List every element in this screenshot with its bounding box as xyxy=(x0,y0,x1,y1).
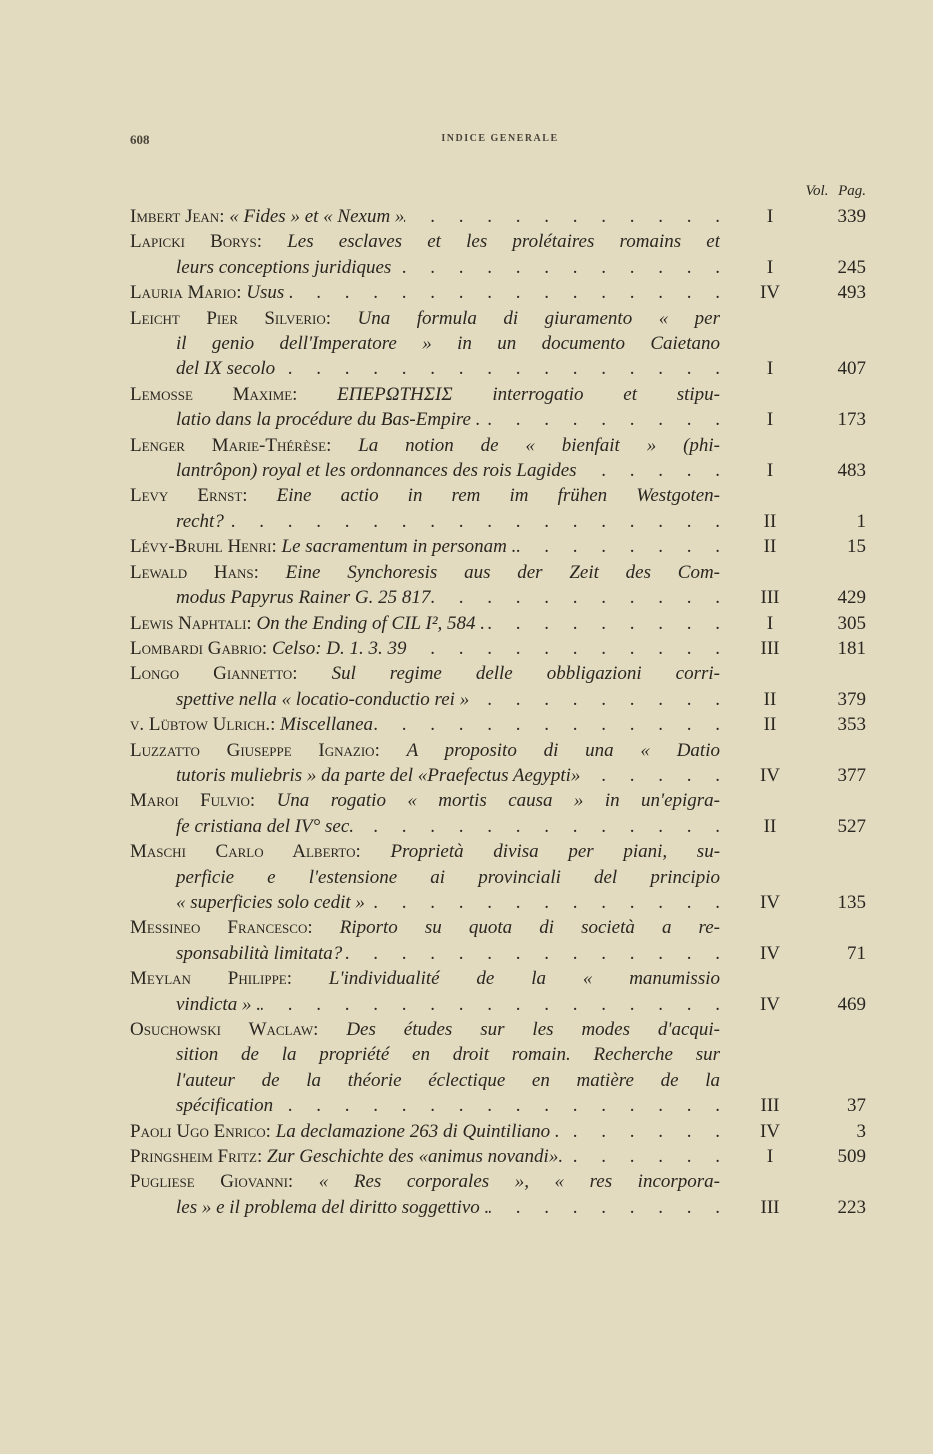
entry-title: L'individualité de la « manumissio xyxy=(328,968,720,990)
entry-author: Osuchowski Waclaw: xyxy=(130,1019,319,1040)
column-header-pag: Pag. xyxy=(838,183,866,199)
entry-line xyxy=(130,763,866,788)
entry-page: 71 xyxy=(847,942,866,964)
entry-title: Celso: D. 1. 3. 39 xyxy=(271,637,407,659)
entry-title: Sul regime delle obbligazioni corri- xyxy=(331,663,720,685)
entry-text-run xyxy=(130,1019,720,1040)
dot-leader xyxy=(485,611,720,636)
entry-page: 223 xyxy=(837,1196,866,1218)
entry-text-run xyxy=(130,917,720,938)
entry-text-run xyxy=(176,458,577,483)
running-head: INDICE GENERALE xyxy=(441,133,559,144)
entry-author: Levy Ernst: xyxy=(130,485,248,507)
entry-line xyxy=(130,915,866,940)
entry-title: Una formula di giuramento « per xyxy=(357,307,720,329)
entry-author: Longo Giannetto: xyxy=(130,663,298,685)
entry-title: Les esclaves et les prolétaires romains et xyxy=(287,231,720,253)
entry-title: perficie e l'estensione ai provinciali del principio xyxy=(176,866,720,888)
entry-text xyxy=(130,890,720,915)
entry-text-run xyxy=(176,255,391,280)
index-entry xyxy=(130,1144,866,1169)
entry-text-run xyxy=(130,968,720,989)
entry-line xyxy=(130,1195,866,1220)
entry-text xyxy=(130,1093,720,1118)
entry-volume: II xyxy=(763,714,777,736)
entry-volume: I xyxy=(766,460,774,482)
index-entry xyxy=(130,966,866,1017)
entry-line xyxy=(130,280,866,305)
dot-leader xyxy=(407,636,720,661)
dot-leader xyxy=(273,1093,720,1118)
index-entry xyxy=(130,738,866,789)
index-entry xyxy=(130,280,866,305)
entry-line xyxy=(130,1119,866,1144)
entry-text-run xyxy=(130,534,516,559)
entry-text-run xyxy=(130,636,407,661)
entry-title: La declamazione 263 di Quintiliano . xyxy=(275,1120,560,1142)
entry-text-run xyxy=(130,384,720,405)
dot-leader xyxy=(516,534,720,559)
entry-text xyxy=(130,483,720,508)
entry-line xyxy=(130,458,866,483)
entry-line xyxy=(130,306,866,331)
entry-title: Miscellanea xyxy=(280,714,374,736)
entry-text-run xyxy=(130,1171,720,1192)
entry-title: leurs conceptions juridiques xyxy=(176,256,392,278)
entry-line xyxy=(130,611,866,636)
entry-author: Messineo Francesco: xyxy=(130,917,313,939)
entry-volume: IV xyxy=(759,282,781,304)
index-entry xyxy=(130,560,866,611)
entry-volume: II xyxy=(763,688,777,710)
entry-title: lantrôpon) royal et les ordonnances des rois Lagides xyxy=(176,460,577,482)
entry-line xyxy=(130,661,866,686)
dot-leader xyxy=(294,280,720,305)
entry-line xyxy=(130,585,866,610)
entry-text-run xyxy=(130,204,404,229)
entry-volume: IV xyxy=(759,942,781,964)
entry-volume: IV xyxy=(759,1120,781,1142)
entry-text xyxy=(130,661,720,686)
dot-leader xyxy=(224,509,720,534)
entry-volume: II xyxy=(763,536,777,558)
entry-volume: III xyxy=(760,637,780,659)
dot-leader xyxy=(275,356,720,381)
entry-author: Maschi Carlo Alberto: xyxy=(130,841,361,863)
dot-leader xyxy=(577,458,720,483)
entry-author: Pringsheim Fritz: xyxy=(130,1146,263,1168)
entry-line xyxy=(130,1093,866,1118)
index-entry xyxy=(130,712,866,737)
entry-text-run xyxy=(130,790,720,811)
entry-line xyxy=(130,560,866,585)
entry-title: Eine Synchoresis aus der Zeit des Com- xyxy=(285,561,720,583)
entry-line xyxy=(130,1017,866,1042)
entry-title: les » e il problema del diritto soggettivo . xyxy=(176,1196,490,1218)
index-entry xyxy=(130,839,866,915)
entry-text-run xyxy=(130,435,720,456)
entry-line xyxy=(130,1144,866,1169)
entry-line xyxy=(130,839,866,864)
entry-page: 527 xyxy=(837,815,866,837)
entry-line xyxy=(130,738,866,763)
entry-page: 3 xyxy=(856,1120,866,1142)
entry-text xyxy=(130,1169,720,1194)
entry-title: spettive nella « locatio-conductio rei » xyxy=(176,688,470,710)
entry-line xyxy=(130,356,866,381)
entry-text-run xyxy=(176,407,481,432)
entry-text xyxy=(130,687,720,712)
entry-volume: I xyxy=(766,206,774,227)
entry-text-run xyxy=(176,509,224,534)
entry-text-run xyxy=(176,356,275,381)
entry-line xyxy=(130,966,866,991)
page-number: 608 xyxy=(130,132,150,147)
index-entry xyxy=(130,1119,866,1144)
entry-text xyxy=(130,433,720,458)
entry-title: « Res corporales », « res incorpora- xyxy=(318,1171,720,1193)
index-entry xyxy=(130,661,866,712)
entry-text-run xyxy=(130,280,294,305)
entry-text xyxy=(130,1195,720,1220)
column-header-vol: Vol. xyxy=(805,183,829,199)
entry-author: Leicht Pier Silverio: xyxy=(130,307,331,329)
entry-text-run xyxy=(130,1119,560,1144)
index-entry xyxy=(130,788,866,839)
index-list xyxy=(130,204,866,1220)
entry-author: Maroi Fulvio: xyxy=(130,790,256,812)
entry-text-run xyxy=(176,687,469,712)
entry-text xyxy=(130,534,720,559)
index-entry xyxy=(130,306,866,382)
index-entry xyxy=(130,204,866,229)
entry-title: La notion de « bienfait » (phi- xyxy=(358,434,720,456)
dot-leader xyxy=(404,204,720,229)
entry-title: il genio dell'Imperatore » in un documento Caietano xyxy=(176,333,720,355)
entry-line xyxy=(130,636,866,661)
entry-text-run xyxy=(130,231,720,252)
entry-author: Lapicki Borys: xyxy=(130,231,263,253)
entry-volume: I xyxy=(766,358,774,380)
entry-page: 245 xyxy=(837,256,866,278)
entry-text xyxy=(130,763,720,788)
entry-page: 181 xyxy=(837,637,866,659)
entry-title: fe cristiana del IV° sec. xyxy=(176,815,355,837)
entry-title: On the Ending of CIL I², 584 . xyxy=(256,612,486,634)
entry-volume: I xyxy=(766,1146,774,1168)
dot-leader xyxy=(481,407,721,432)
entry-text xyxy=(130,611,720,636)
entry-volume: I xyxy=(766,612,774,634)
entry-title: spécification xyxy=(176,1095,274,1117)
entry-text-run xyxy=(176,585,430,610)
entry-title: Des études sur les modes d'acqui- xyxy=(346,1019,720,1040)
entry-author: Imbert Jean: xyxy=(130,206,225,227)
entry-title: sition de la propriété en droit romain. Recherche sur xyxy=(176,1044,720,1066)
entry-line xyxy=(130,483,866,508)
entry-text-run xyxy=(176,1093,273,1118)
entry-author: Luzzatto Giuseppe Ignazio: xyxy=(130,739,380,761)
entry-author: Meylan Philippe: xyxy=(130,968,293,990)
entry-title: modus Papyrus Rainer G. 25 817 xyxy=(176,587,431,609)
entry-text-run xyxy=(130,1144,563,1169)
entry-title: « Fides » et « Nexum » xyxy=(229,206,405,227)
entry-volume: I xyxy=(766,256,774,278)
entry-text-run xyxy=(176,1070,720,1091)
entry-author: Lemosse Maxime: xyxy=(130,383,298,405)
index-entry xyxy=(130,382,866,433)
entry-author: Lewald Hans: xyxy=(130,561,259,583)
entry-author: Lenger Marie-Thérèse: xyxy=(130,434,332,456)
entry-title: Proprietà divisa per piani, su- xyxy=(390,841,720,863)
entry-text xyxy=(130,280,720,305)
entry-text xyxy=(130,712,720,737)
entry-text-run xyxy=(130,308,720,329)
entry-line xyxy=(130,255,866,280)
dot-leader xyxy=(373,712,720,737)
entry-text xyxy=(130,915,720,940)
index-entry xyxy=(130,229,866,280)
entry-text xyxy=(130,204,720,229)
entry-title: Riporto su quota di società a re- xyxy=(339,917,720,939)
entry-text-run xyxy=(130,485,720,506)
entry-line xyxy=(130,534,866,559)
entry-text-run xyxy=(176,992,261,1017)
entry-line xyxy=(130,1068,866,1093)
entry-title: Eine actio in rem im frühen Westgoten- xyxy=(276,485,720,507)
entry-title: vindicta » . xyxy=(176,993,261,1015)
entry-line xyxy=(130,509,866,534)
dot-leader xyxy=(563,1144,720,1169)
entry-line xyxy=(130,433,866,458)
entry-title: Zur Geschichte des «animus novandi». xyxy=(267,1146,564,1168)
entry-line xyxy=(130,712,866,737)
entry-page: 135 xyxy=(837,891,866,913)
entry-page: 429 xyxy=(837,587,866,609)
entry-text xyxy=(130,560,720,585)
entry-volume: III xyxy=(760,587,780,609)
entry-text-run xyxy=(176,1195,489,1220)
entry-title: A proposito di una « Datio xyxy=(406,739,720,761)
entry-line xyxy=(130,204,866,229)
entry-line xyxy=(130,992,866,1017)
entry-title: Le sacramentum in personam . xyxy=(281,536,517,558)
entry-page: 353 xyxy=(837,714,866,736)
entry-title: tutoris muliebris » da parte del «Praefectus Aegypti» xyxy=(176,764,581,786)
entry-text xyxy=(130,306,720,331)
entry-title: sponsabilità limitata? xyxy=(176,942,343,964)
entry-text-run xyxy=(176,763,580,788)
entry-line xyxy=(130,1169,866,1194)
entry-text-run xyxy=(130,611,485,636)
entry-text xyxy=(130,585,720,610)
entry-text-run xyxy=(176,333,720,354)
entry-title: latio dans la procédure du Bas-Empire . xyxy=(176,409,481,431)
entry-text xyxy=(130,941,720,966)
entry-author: v. Lübtow Ulrich.: xyxy=(130,714,276,736)
entry-line xyxy=(130,331,866,356)
entry-page: 493 xyxy=(837,282,866,304)
entry-text xyxy=(130,331,720,356)
index-entry xyxy=(130,433,866,484)
entry-line xyxy=(130,382,866,407)
entry-text xyxy=(130,255,720,280)
entry-text xyxy=(130,1144,720,1169)
entry-text-run xyxy=(130,712,373,737)
dot-leader xyxy=(560,1119,720,1144)
entry-text xyxy=(130,865,720,890)
entry-author: Lombardi Gabrio: xyxy=(130,637,268,659)
entry-text xyxy=(130,814,720,839)
entry-volume: III xyxy=(760,1196,780,1218)
entry-author: Paoli Ugo Enrico: xyxy=(130,1120,271,1142)
entry-text xyxy=(130,738,720,763)
index-entry xyxy=(130,1169,866,1220)
entry-author: Pugliese Giovanni: xyxy=(130,1171,294,1193)
dot-leader xyxy=(580,763,720,788)
index-entry xyxy=(130,611,866,636)
entry-page: 509 xyxy=(837,1146,866,1168)
entry-page: 173 xyxy=(837,409,866,431)
entry-author: Lewis Naphtali: xyxy=(130,612,252,634)
entry-text xyxy=(130,1017,720,1042)
entry-line xyxy=(130,890,866,915)
entry-title: « superficies solo cedit » xyxy=(176,891,365,913)
dot-leader xyxy=(391,255,720,280)
entry-text xyxy=(130,509,720,534)
entry-text-run xyxy=(176,941,342,966)
entry-page: 1 xyxy=(856,510,866,532)
index-entry xyxy=(130,1017,866,1119)
entry-title: ΕΠΕΡΩΤΗΣΙΣ interrogatio et stipu- xyxy=(337,383,720,405)
entry-page: 377 xyxy=(837,764,866,786)
entry-page: 483 xyxy=(837,460,866,482)
entry-text xyxy=(130,636,720,661)
entry-volume: IV xyxy=(759,764,781,786)
entry-text xyxy=(130,839,720,864)
entry-text-run xyxy=(176,890,365,915)
entry-text-run xyxy=(130,841,720,862)
entry-page: 379 xyxy=(837,688,866,710)
index-entry xyxy=(130,636,866,661)
entry-text xyxy=(130,458,720,483)
entry-page: 305 xyxy=(837,612,866,634)
entry-title: recht? xyxy=(176,510,224,532)
entry-title: del IX secolo xyxy=(176,358,276,380)
entry-text xyxy=(130,356,720,381)
entry-line xyxy=(130,814,866,839)
entry-title: Usus . xyxy=(246,282,294,304)
entry-volume: IV xyxy=(759,891,781,913)
entry-author: Lauria Mario: xyxy=(130,282,242,304)
entry-page: 469 xyxy=(837,993,866,1015)
entry-title: l'auteur de la théorie éclectique en matière de la xyxy=(176,1069,720,1091)
dot-leader xyxy=(354,814,720,839)
dot-leader xyxy=(489,1195,720,1220)
entry-line xyxy=(130,687,866,712)
entry-volume: I xyxy=(766,409,774,431)
entry-volume: II xyxy=(763,510,777,532)
entry-text xyxy=(130,992,720,1017)
entry-text-run xyxy=(176,814,354,839)
entry-author: Lévy-Bruhl Henri: xyxy=(130,536,277,558)
dot-leader xyxy=(430,585,720,610)
dot-leader xyxy=(342,941,720,966)
dot-leader xyxy=(365,890,720,915)
dot-leader xyxy=(261,992,720,1017)
dot-leader xyxy=(469,687,720,712)
entry-line xyxy=(130,865,866,890)
entry-volume: IV xyxy=(759,993,781,1015)
entry-text xyxy=(130,1068,720,1093)
entry-line xyxy=(130,788,866,813)
entry-volume: III xyxy=(760,1095,780,1117)
entry-text-run xyxy=(176,867,720,888)
entry-line xyxy=(130,407,866,432)
entry-text xyxy=(130,229,720,254)
index-entry xyxy=(130,534,866,559)
entry-line xyxy=(130,1042,866,1067)
entry-text-run xyxy=(176,1044,720,1065)
entry-line xyxy=(130,941,866,966)
entry-text xyxy=(130,788,720,813)
entry-volume: II xyxy=(763,815,777,837)
entry-page: 339 xyxy=(837,206,866,227)
entry-line xyxy=(130,229,866,254)
entry-text xyxy=(130,1119,720,1144)
entry-text xyxy=(130,966,720,991)
entry-text-run xyxy=(130,562,720,583)
entry-title: Una rogatio « mortis causa » in un'epigra- xyxy=(276,790,720,812)
entry-page: 37 xyxy=(847,1095,866,1117)
entry-text xyxy=(130,1042,720,1067)
entry-text-run xyxy=(130,740,720,761)
entry-text xyxy=(130,382,720,407)
entry-text-run xyxy=(130,663,720,684)
index-entry xyxy=(130,483,866,534)
entry-page: 407 xyxy=(837,358,866,380)
entry-page: 15 xyxy=(847,536,866,558)
index-entry xyxy=(130,915,866,966)
entry-text xyxy=(130,407,720,432)
